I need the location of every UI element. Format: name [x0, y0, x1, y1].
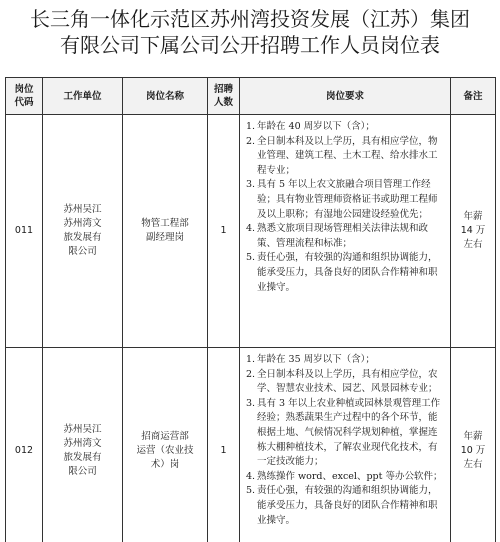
table-row — [6, 348, 496, 542]
cell-requirements — [240, 348, 451, 542]
requirement-item: 1. 年龄在 40 周岁以下（含）； — [246, 121, 375, 132]
header-hire-count: 招聘 人数 — [208, 78, 240, 115]
requirements-list — [246, 353, 446, 528]
requirement-item: 2. 全日制本科及以上学历，具有相应学位，农学、智慧农业技术、园艺、风景园林专业； — [246, 368, 438, 395]
cell-position-code: 012 — [6, 348, 43, 542]
cell-remarks: 年薪 10 万 左右 — [451, 348, 496, 542]
requirement-item: 5. 责任心强，有较强的沟通和组织协调能力，能承受压力，具备良好的团队合作精神和职业操守。 — [246, 252, 438, 293]
document-title — [0, 0, 500, 58]
table-header-row — [6, 78, 496, 115]
cell-remarks: 年薪 14 万 左右 — [451, 115, 496, 348]
header-requirements: 岗位要求 — [240, 78, 451, 115]
cell-hire-count: 1 — [208, 348, 240, 542]
cell-hire-count: 1 — [208, 115, 240, 348]
table-row — [6, 115, 496, 348]
cell-position-name: 物管工程部 副经理岗 — [123, 115, 208, 348]
requirement-item: 1. 年龄在 35 周岁以下（含）； — [246, 354, 375, 365]
requirement-item: 5. 责任心强，有较强的沟通和组织协调能力，能承受压力，具备良好的团队合作精神和职业操守。 — [246, 485, 438, 526]
cell-position-name: 招商运营部 运营（农业技 术）岗 — [123, 348, 208, 542]
requirement-item: 2. 全日制本科及以上学历，具有相应学位，物业管理、建筑工程、土木工程、给水排水工程专业； — [246, 135, 438, 176]
cell-position-code: 011 — [6, 115, 43, 348]
title-line-2: 有限公司下属公司公开招聘工作人员岗位表 — [60, 33, 440, 57]
positions-table — [5, 77, 496, 542]
header-remarks: 备注 — [451, 78, 496, 115]
requirement-item: 3. 具有 3 年以上农业种植或园林景观管理工作经验；熟悉蔬果生产过程中的各个环节，能根据土地、气候情况科学规划种植，掌握连栋大棚种植技术，了解农业现代化技术，有一定技改能力； — [246, 397, 441, 468]
title-line-1: 长三角一体化示范区苏州湾投资发展（江苏）集团 — [30, 7, 470, 31]
requirements-list — [246, 120, 446, 295]
header-work-unit: 工作单位 — [43, 78, 123, 115]
header-position-code: 岗位 代码 — [6, 78, 43, 115]
requirement-item: 4. 熟悉文旅项目现场管理相关法律法规和政策、管理流程和标准； — [246, 223, 429, 249]
cell-work-unit: 苏州吴江 苏州湾文 旅发展有 限公司 — [43, 348, 123, 542]
cell-requirements — [240, 115, 451, 348]
requirement-item: 4. 熟练操作 word、excel、ppt 等办公软件； — [246, 470, 443, 482]
header-position-name: 岗位名称 — [123, 78, 208, 115]
cell-work-unit: 苏州吴江 苏州湾文 旅发展有 限公司 — [43, 115, 123, 348]
requirement-item: 3. 具有 5 年以上农文旅融合项目管理工作经验；具有物业管理师资格证书或助理工程师及以上职称；有湿地公园建设经验优先； — [246, 179, 438, 220]
